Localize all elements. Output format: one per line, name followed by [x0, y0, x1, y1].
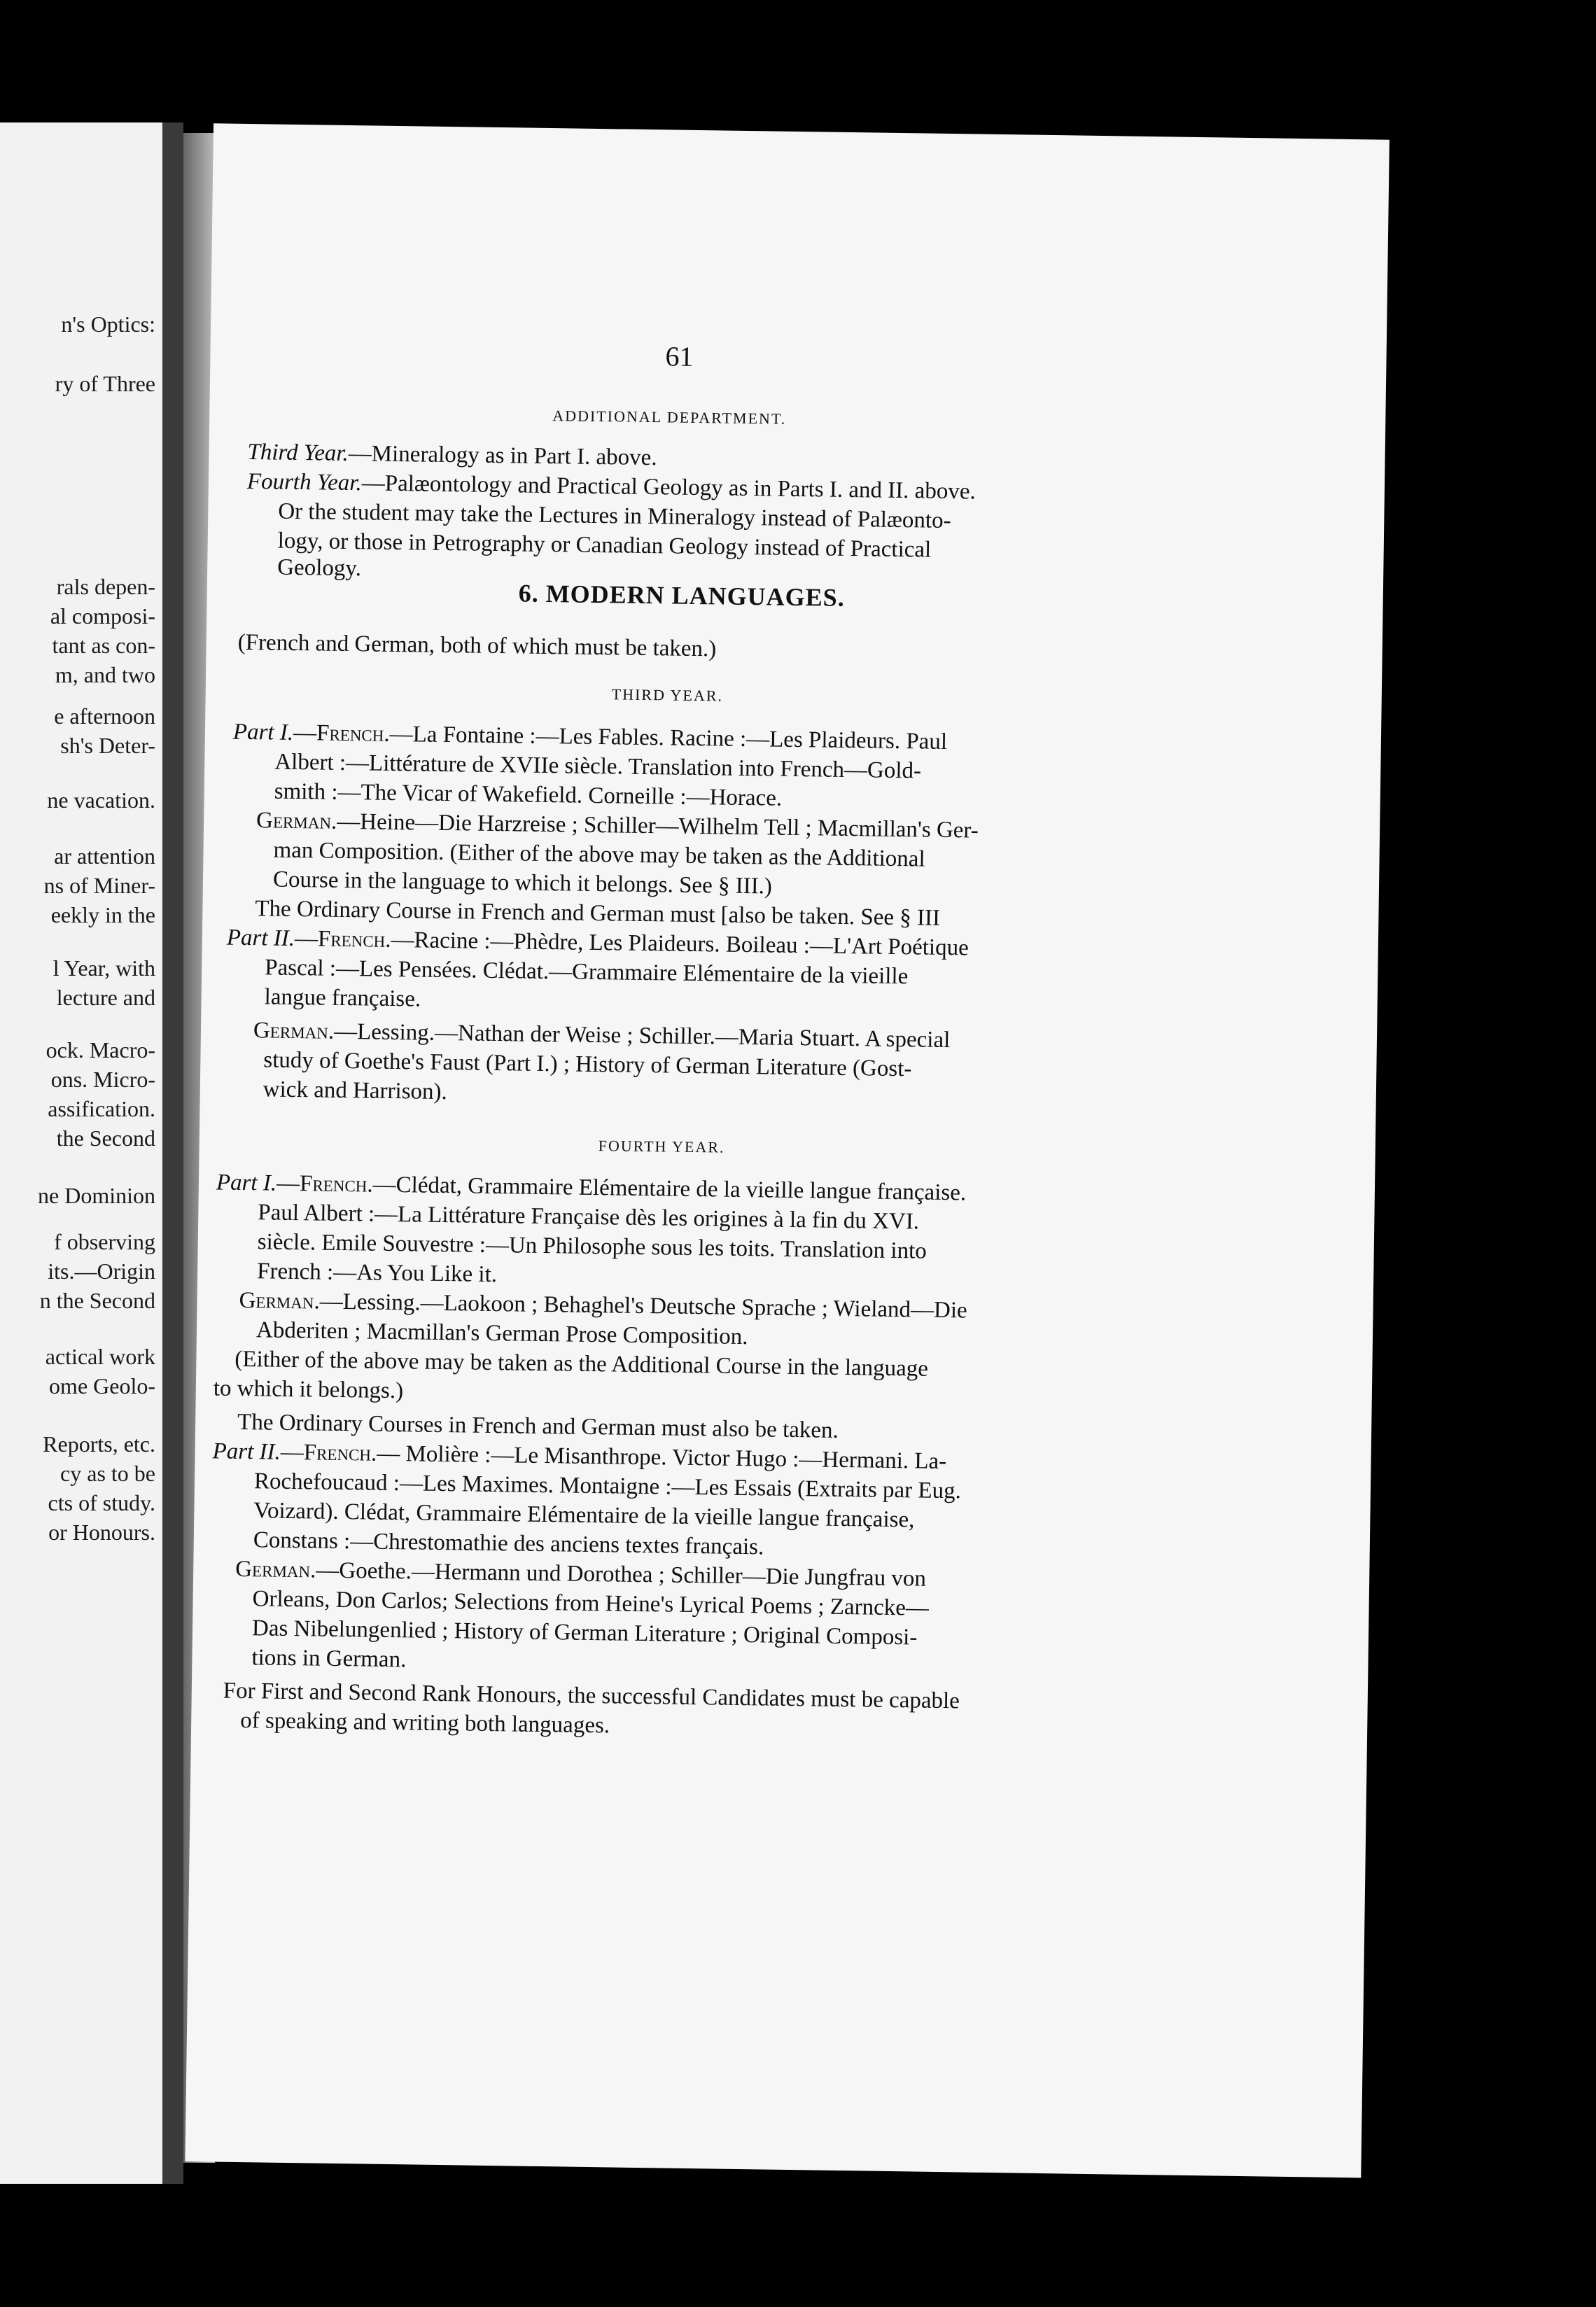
facing-page-text-fragment: actical work	[45, 1344, 155, 1369]
facing-page-text-fragment: ne vacation.	[47, 787, 155, 813]
fy-part2-german-line4: tions in German.	[251, 1645, 407, 1673]
ty-part1-french-line2: Albert :—Littérature de XVIIe siècle. Translation into French—Gold-	[274, 749, 922, 784]
fy-ordinary-course: The Ordinary Courses in French and German must also be taken.	[237, 1409, 839, 1443]
fy-part2-german-line3: Das Nibelungenlied ; History of German Literature ; Original Composi-	[251, 1615, 918, 1650]
fy-part2-german-text1: —Goethe.—Hermann und Dorothea ; Schiller—Die Jungfrau von	[316, 1557, 927, 1592]
ty-part1-german-text1: —Heine—Die Harzreise ; Schiller—Wilhelm Tell ; Macmillan's Ger-	[337, 808, 979, 843]
facing-page-text-fragment: ons. Micro-	[50, 1067, 155, 1092]
facing-page-text-fragment: m, and two	[55, 662, 155, 687]
fy-part1-french-line4: French :—As You Like it.	[256, 1258, 498, 1288]
facing-page-text-fragment: rals depen-	[56, 574, 155, 599]
ty-part2-german-line2: study of Goethe's Faust (Part I.) ; History of German Literature (Gost-	[263, 1047, 912, 1082]
facing-page-text-fragment: e afternoon	[54, 703, 155, 729]
facing-page-text-fragment: lecture and	[56, 985, 155, 1010]
ty-part1-french-label: —French.	[293, 720, 390, 747]
facing-page-text-fragment: eekly in the	[50, 902, 155, 927]
languages-note: (French and German, both of which must be taken.)	[237, 629, 717, 662]
ty-part2-german-line3: wick and Harrison).	[262, 1077, 448, 1105]
facing-page-text-fragment: tant as con-	[52, 633, 155, 658]
facing-page-text-fragment: or Honours.	[48, 1520, 155, 1545]
fy-part1-french-line3: siècle. Emile Souvestre :—Un Philosophe sous les toits. Translation into	[257, 1229, 927, 1264]
facing-page-text-fragment: f observing	[54, 1229, 155, 1254]
fy-part1-german-label: German.	[239, 1287, 321, 1314]
facing-page-text-fragment: ry of Three	[55, 371, 155, 396]
facing-page-text-fragment: ock. Macro-	[46, 1037, 155, 1063]
ty-part2-german-text1: —Lessing.—Nathan der Weise ; Schiller.—Maria Stuart. A special	[333, 1018, 951, 1053]
facing-page-text-fragment: n's Optics:	[61, 311, 155, 337]
facing-page-text-fragment: the Second	[56, 1126, 155, 1151]
third-year-label: Third Year.	[247, 439, 349, 467]
section-title: 6. MODERN LANGUAGES.	[518, 579, 846, 612]
fy-part1-french-line2: Paul Albert :—La Littérature Française dès les origines à la fin du XVI.	[258, 1200, 920, 1235]
fourth-year-label: Fourth Year.	[246, 468, 363, 496]
facing-page-text-fragment: cts of study.	[48, 1490, 155, 1515]
facing-page-text-fragment: Reports, etc.	[43, 1431, 155, 1457]
fy-part1-french-label: —French.	[276, 1170, 373, 1198]
facing-page-text-fragment: sh's Deter-	[60, 733, 155, 758]
facing-page-text-fragment: ns of Miner-	[43, 873, 155, 898]
facing-page-text-fragment: ome Geolo-	[49, 1373, 155, 1398]
third-year-text: —Mineralogy as in Part I. above.	[348, 441, 657, 471]
ty-part2-french-line3: langue française.	[264, 984, 421, 1012]
fy-either-line1: (Either of the above may be taken as the Additional Course in the language	[234, 1346, 929, 1382]
honours-line1: For First and Second Rank Honours, the successful Candidates must be capable	[223, 1678, 960, 1714]
facing-page-text-fragment: cy as to be	[60, 1461, 155, 1486]
fourth-year-heading: FOURTH YEAR.	[598, 1137, 725, 1156]
ty-part1-label: Part I.	[232, 719, 294, 745]
fourth-year-text: —Palæontology and Practical Geology as in Parts I. and II. above.	[361, 470, 976, 505]
fy-part2-label: Part II.	[212, 1438, 281, 1465]
facing-page-fragment	[0, 122, 162, 2184]
honours-line2: of speaking and writing both languages.	[239, 1708, 610, 1739]
fy-part1-french-text1: —Clédat, Grammaire Elémentaire de la vieille langue française.	[372, 1172, 967, 1206]
page-number: 61	[665, 340, 694, 372]
fy-part2-french-line4: Constans :—Chrestomathie des anciens textes français.	[253, 1527, 764, 1560]
book-gutter	[162, 122, 183, 2184]
additional-line-4: logy, or those in Petrography or Canadian Geology instead of Practical	[277, 528, 932, 563]
third-year-heading: THIRD YEAR.	[611, 685, 724, 705]
facing-page-text-fragment: its.—Origin	[48, 1258, 155, 1284]
ty-ordinary-course: The Ordinary Course in French and German must [also be taken. See § III	[255, 896, 941, 931]
fy-either-line2: to which it belongs.)	[213, 1375, 404, 1404]
ty-part1-german-line3: Course in the language to which it belongs. See § III.)	[272, 867, 773, 899]
additional-line-3: Or the student may take the Lectures in Mineralogy instead of Palæonto-	[278, 498, 951, 534]
ty-part2-french-label: —French.	[294, 926, 391, 953]
ty-part2-german-label: German.	[253, 1018, 335, 1044]
facing-page-text-fragment: assification.	[48, 1096, 155, 1121]
fy-part2-french-label: —French.	[280, 1439, 377, 1466]
facing-page-text-fragment: n the Second	[39, 1288, 155, 1313]
ty-part1-french-line3: smith :—The Vicar of Wakefield. Corneille :—Horace.	[274, 778, 783, 811]
ty-part1-german-line2: man Composition. (Either of the above may be taken as the Additional	[273, 837, 925, 872]
fy-part2-french-line2: Rochefoucaud :—Les Maximes. Montaigne :—Les Essais (Extraits par Eug.	[253, 1468, 962, 1504]
facing-page-text-fragment: al composi-	[50, 603, 155, 629]
page-61	[185, 123, 1389, 2178]
ty-part2-french-line2: Pascal :—Les Pensées. Clédat.—Grammaire Elémentaire de la vieille	[264, 955, 909, 990]
ty-part1-german-label: German.	[255, 808, 337, 834]
ty-part2-french-text1: —Racine :—Phèdre, Les Plaideurs. Boileau :—L'Art Poétique	[391, 927, 969, 961]
page-content	[185, 123, 1389, 2178]
ty-part1-french-text1: —La Fontaine :—Les Fables. Racine :—Les Plaideurs. Paul	[389, 721, 948, 755]
facing-page-text-fragment: ne Dominion	[38, 1183, 155, 1208]
additional-department-heading: ADDITIONAL DEPARTMENT.	[552, 407, 787, 428]
facing-page-text-fragment: ar attention	[54, 843, 155, 869]
facing-page-text-fragment: l Year, with	[52, 955, 155, 981]
fy-part2-german-line2: Orleans, Don Carlos; Selections from Heine's Lyrical Poems ; Zarncke—	[252, 1586, 930, 1621]
fy-part1-label: Part I.	[216, 1170, 277, 1196]
fy-part2-french-text1: — Molière :—Le Misanthrope. Victor Hugo :—Hermani. La-	[377, 1440, 947, 1475]
ty-part2-label: Part II.	[226, 925, 295, 952]
fy-part2-french-line3: Voizard). Clédat, Grammaire Elémentaire de la vieille langue française,	[253, 1498, 915, 1533]
fy-part2-german-label: German.	[234, 1556, 316, 1583]
fy-part1-german-text1: —Lessing.—Laokoon ; Behaghel's Deutsche Sprache ; Wieland—Die	[319, 1289, 967, 1324]
fy-part1-german-line2: Abderiten ; Macmillan's German Prose Composition.	[255, 1317, 748, 1350]
additional-line-5: Geology.	[276, 554, 362, 582]
